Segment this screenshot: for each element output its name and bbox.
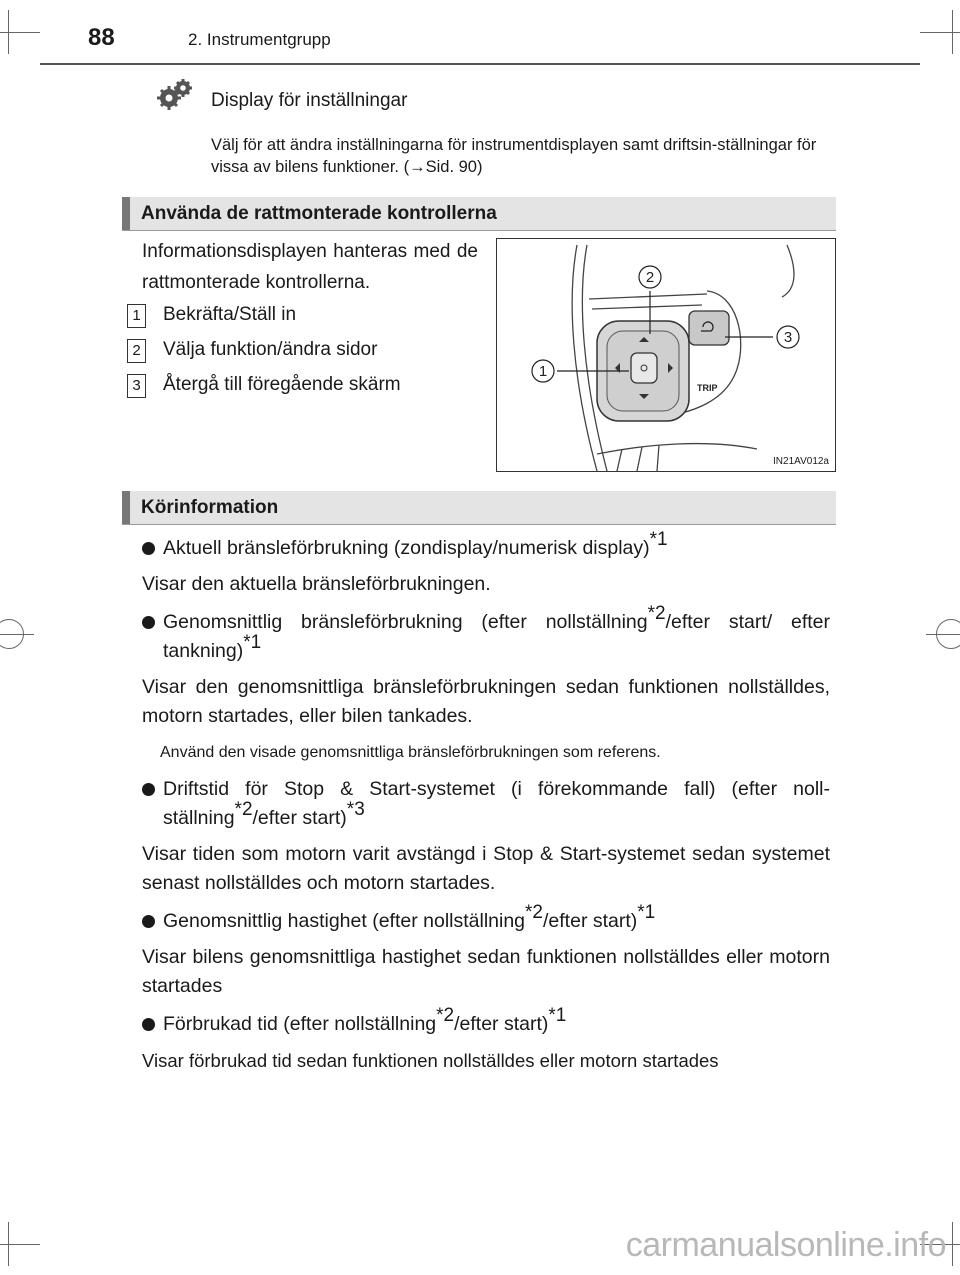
list-item — [142, 902, 830, 936]
section-heading — [122, 197, 836, 231]
item-title: Aktuell bränsleförbrukning (zondisplay/numerisk display) — [163, 537, 650, 559]
crop-mark — [936, 619, 960, 649]
heading-accent — [122, 197, 130, 230]
crop-mark — [0, 32, 40, 33]
gears-icon — [155, 78, 195, 114]
section-heading — [122, 491, 836, 525]
item-description: Visar bilens genomsnittliga hastighet sedan funktionen nollställdes eller motorn startades — [142, 946, 830, 997]
bullet-icon — [142, 542, 155, 555]
footnote-marker: *2 — [234, 799, 253, 820]
crop-mark — [952, 1222, 953, 1266]
item-description: Visar förbrukad tid sedan funktionen nollställdes eller motorn startades — [142, 1050, 719, 1071]
item-title: Genomsnittlig hastighet (efter nollställning — [163, 910, 526, 932]
figure-code: IN21AV012a — [773, 456, 829, 467]
item-title: Förbrukad tid (efter nollställning — [163, 1013, 437, 1035]
legend-number: 2 — [127, 339, 146, 363]
crop-mark — [0, 619, 24, 649]
item-title: /efter start) — [543, 910, 638, 932]
page-number: 88 — [88, 24, 115, 51]
crop-mark — [0, 1244, 40, 1245]
list-item — [142, 603, 830, 666]
item-title: Driftstid för Stop & Start-systemet (i förekommande fall) (efter noll-ställning — [163, 778, 830, 829]
section-heading-label: Använda de rattmonterade kontrollerna — [141, 203, 497, 224]
trip-button-label: TRIP — [697, 383, 718, 393]
settings-title: Display för inställningar — [211, 90, 408, 111]
item-title: /efter start/ efter tankning) — [163, 611, 830, 662]
chapter-title: 2. Instrumentgrupp — [188, 30, 331, 49]
footnote-marker: *3 — [346, 799, 365, 820]
watermark: carmanualsonline.info — [625, 1226, 946, 1264]
item-title: /efter start) — [252, 807, 347, 829]
item-description: Visar den genomsnittliga bränsleförbrukningen sedan funktionen nollställdes, motorn startades, eller bilen tankades. — [142, 676, 830, 727]
bullet-icon — [142, 1018, 155, 1031]
steering-controls-figure — [496, 238, 836, 472]
steering-wheel-illustration — [497, 239, 835, 471]
callout-2: 2 — [645, 269, 655, 286]
settings-description: Välj för att ändra inställningarna för instrumentdisplayen samt driftsin-ställningar för vissa av bilens funktioner. (→Sid. 90) — [211, 136, 817, 176]
item-title: /efter start) — [454, 1013, 549, 1035]
footnote-marker: *2 — [525, 902, 543, 923]
bullet-icon — [142, 616, 155, 629]
footnote-marker: *1 — [637, 902, 656, 923]
driving-info-list — [142, 529, 830, 1084]
bullet-icon — [142, 915, 155, 928]
legend-text: Välja funktion/ändra sidor — [163, 339, 378, 360]
footnote-marker: *2 — [436, 1005, 455, 1026]
section-heading-label: Körinformation — [141, 497, 279, 518]
crop-mark — [8, 10, 9, 54]
callout-3: 3 — [783, 329, 793, 346]
crop-mark — [920, 32, 960, 33]
item-description: Visar den aktuella bränsleförbrukningen. — [142, 573, 491, 595]
crop-mark — [8, 1222, 9, 1266]
item-description: Visar tiden som motorn varit avstängd i Stop & Start-systemet sedan systemet senast nollställdes och motorn startades. — [142, 843, 830, 894]
item-note: Använd den visade genomsnittliga bränsleförbrukningen som referens. — [160, 744, 661, 761]
footnote-marker: *1 — [243, 632, 262, 653]
list-item — [142, 529, 830, 563]
legend-text: Återgå till föregående skärm — [163, 374, 401, 395]
list-item — [142, 775, 830, 833]
legend-number: 3 — [127, 374, 146, 398]
heading-accent — [122, 491, 130, 524]
footnote-marker: *1 — [649, 529, 668, 550]
footnote-marker: *2 — [647, 603, 666, 624]
item-title: Genomsnittlig bränsleförbrukning (efter nollställning — [163, 611, 648, 633]
crop-mark — [952, 10, 953, 54]
intro-paragraph: Informationsdisplayen hanteras med de rattmonterade kontrollerna. — [142, 241, 478, 293]
bullet-icon — [142, 783, 155, 796]
legend-text: Bekräfta/Ställ in — [163, 304, 297, 325]
legend-number: 1 — [127, 304, 146, 328]
list-item — [142, 1005, 830, 1039]
footnote-marker: *1 — [548, 1005, 567, 1026]
callout-1: 1 — [538, 363, 548, 380]
header-divider — [40, 63, 920, 65]
